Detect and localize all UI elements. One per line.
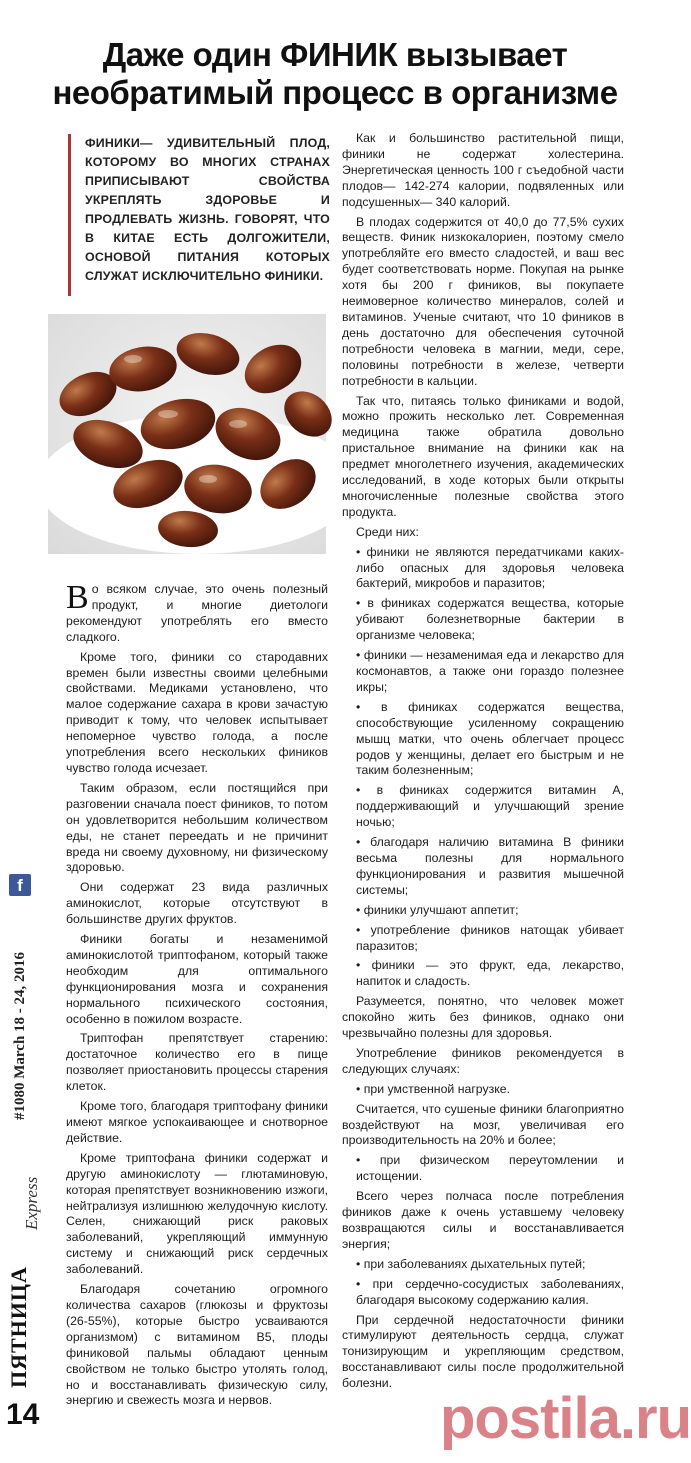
paragraph: Разумеется, понятно, что человек может спокойно жить без фиников, однако они чрезвычайно полезны для здоровья. [342, 994, 624, 1041]
dates-photo [48, 314, 326, 554]
lead-paragraph: ФИНИКИ— УДИВИТЕЛЬНЫЙ ПЛОД, КОТОРОМУ ВО МНОГИХ СТРАНАХ ПРИПИСЫВАЮТ СВОЙСТВА УКРЕПЛЯТЬ ЗДОРОВЬЕ И ПРОДЛЕВАТЬ ЖИЗНЬ. ГОВОРЯТ, ЧТО В КИТАЕ ЕСТЬ ДОЛГОЖИТЕЛИ, ОСНОВОЙ ПИТАНИЯ КОТОРЫХ СЛУЖАТ ИСКЛЮЧИТЕЛЬНО ФИНИКИ. [68, 134, 330, 296]
paragraph: Кроме того, благодаря триптофану финики имеют мягкое успокаивающее и снотворное действие. [66, 1099, 328, 1145]
bullet-item: • в финиках содержатся вещества, которые убивают болезнетворные бактерии в организме человека; [356, 596, 624, 643]
paragraph: В плодах содержится от 40,0 до 77,5% сухих веществ. Финик низкокалориен, поэтому смело употребляйте его вместо сладостей, и ваш вес будет соответствовать норме. Покупая на рынке хотя бы 200 г фиников, вы покупаете неимоверное количество минералов, солей и витаминов. Ученые считают, что 10 фиников в день достаточно для обеспечения суточной потребности человека в магнии, меди, сере, половины потребности в железе, четверти потребности в кальции. [342, 214, 624, 388]
page-number: 14 [6, 1398, 40, 1431]
bullet-item: • финики — незаменимая еда и лекарство для космонавтов, а также они гораздо полезнее икры; [356, 648, 624, 694]
paragraph: Триптофан препятствует старению: достаточное количество его в пище позволяет приостановить процессы старения клеток. [66, 1031, 328, 1094]
paragraph: Считается, что сушеные финики благоприятно воздействуют на мозг, увеличивая его производительность на 20% и более; [342, 1101, 624, 1148]
paragraph: Кроме того, финики со стародавних времен были известны своими целебными свойствами. Медиками установлено, что малое содержание сахара в крови зачастую приводит к тому, что человек испытывает непомерное чувство голода, а после употребления всего нескольких фиников чувство голода исчезает. [66, 649, 328, 775]
paragraph: Они содержат 23 вида различных аминокислот, которые отсутствуют в большинстве других фруктов. [66, 880, 328, 927]
dates-illustration [48, 314, 326, 554]
title-line-2: необратимый процесс в организме [52, 74, 618, 111]
bullet-item: • финики улучшают аппетит; [356, 902, 519, 917]
facebook-icon[interactable]: f [9, 874, 31, 896]
bullet-item: • употребление фиников натощак убивает паразитов; [356, 922, 624, 953]
paragraph: Таким образом, если постящийся при разговении сначала поест фиников, то потом он удовлетворится небольшим количеством еды, не станет переедать и не причинит вреда ни своему духовному, ни физическому здоровью. [66, 780, 328, 875]
bullet-item: • благодаря наличию витамина В финики весьма полезны для нормального функционирования и развития мышечной системы; [356, 835, 624, 897]
paragraph: Среди них: [356, 524, 419, 539]
paragraph: Кроме триптофана финики содержат и другую аминокислоту — глютаминовую, которая препятствует возникновению изжоги, нейтрализуя излишнюю желудочную кислоту. Селен, снижающий риск раковых заболеваний, укрепляющий иммунную систему и снижающий риск сердечных заболеваний. [66, 1150, 328, 1277]
drop-cap: В [66, 579, 89, 616]
paragraph: При сердечной недостаточности финики стимулируют деятельность сердца, служат тонизирующим и укрепляющим средством, восстанавливают силы после продолжительной болезни. [342, 1312, 624, 1391]
paragraph: Благодаря сочетанию огромного количества сахаров (глюкозы и фруктозы (26-55%), которые быстро усваиваются организмом) с витамином B5, плоды финиковой пальмы обладают ценным свойством не только быстро утолять голод, но и восстанавливать физическую силу, энергию и свежесть мозга и нервов. [66, 1282, 328, 1408]
bullet-item: • при заболеваниях дыхательных путей; [356, 1256, 586, 1271]
bullet-item: • при умственной нагрузке. [356, 1081, 511, 1096]
left-column [66, 579, 328, 1413]
bullet-item: • в финиках содержится витамин А, поддерживающий и улучшающий зрение ночью; [356, 783, 624, 830]
right-column [342, 131, 624, 1396]
paragraph: Во всяком случае, это очень полезный продукт, и многие диетологи рекомендуют употреблять его вместо сладкого. [66, 579, 328, 644]
bullet-item: • в финиках содержатся вещества, способствующие усиленному сокращению мышц матки, что очень облегчает процесс родов у женщины, делает его быстрым и не таким болезненным; [356, 699, 624, 778]
paragraph: Всего через полчаса после потребления фиников даже к очень уставшему человеку возвращаются силы и восстанавливается энергия; [342, 1189, 624, 1251]
issue-info: #1080 March 18 - 24, 2016 [12, 951, 28, 1120]
paragraph: Как и большинство растительной пищи, финики не содержат холестерина. Энергетическая ценность 100 г съедобной части плодов— 142-274 калории, подвяленных или подсушенных— 340 калорий. [342, 131, 624, 209]
bullet-item: • при физическом переутомлении и истощении. [356, 1153, 624, 1184]
title-line-1: Даже один ФИНИК вызывает [102, 36, 568, 73]
page-title [40, 36, 630, 112]
masthead-sub: Express [22, 1176, 41, 1230]
paragraph: Так что, питаясь только финиками и водой, можно прожить несколько лет. Современная медицина также обратила довольно пристальное внимание на финики как на предмет многолетнего изучения, академических исследований, в ходе которых были открыты многочисленные полезные свойства этого продукта. [342, 393, 624, 519]
bullet-item: • при сердечно-сосудистых заболеваниях, благодаря высокому содержанию калия. [356, 1276, 624, 1307]
bullet-item: • финики не являются передатчиками каких-либо опасных для здоровья человека бактерий, микробов и паразитов; [356, 544, 624, 591]
watermark: postila.ru [440, 1386, 691, 1451]
paragraph: Употребление фиников рекомендуется в следующих случаях: [342, 1045, 624, 1076]
bullet-item: • финики — это фрукт, еда, лекарство, напиток и сладость. [356, 958, 624, 989]
paragraph: Финики богаты и незаменимой аминокислотой триптофаном, который также необходим для оптимального функционирования мозга и сохранения нормального психического состояния, особенно в пожилом возрасте. [66, 932, 328, 1026]
masthead-logo: ПЯТНИЦА [6, 1266, 31, 1388]
